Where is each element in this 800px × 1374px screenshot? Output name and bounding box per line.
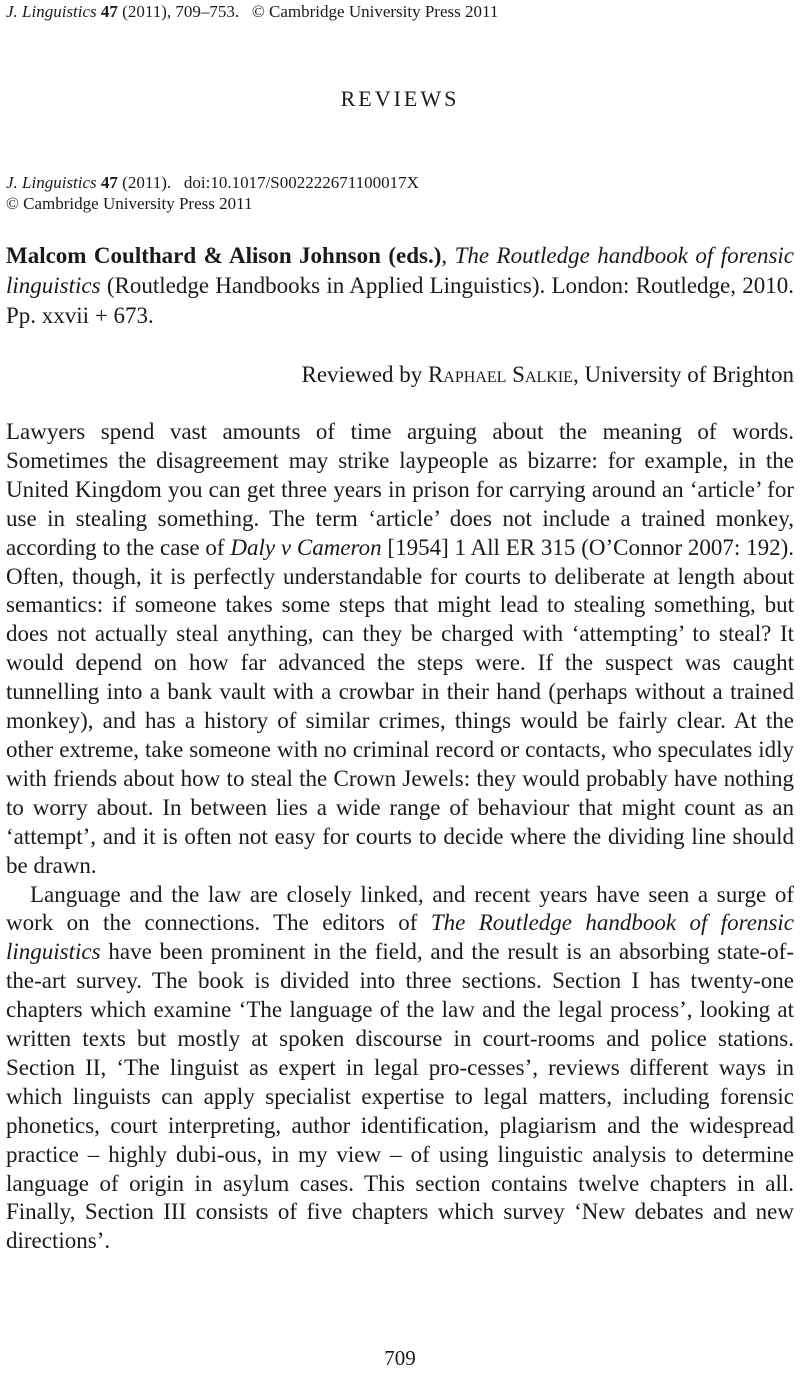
reviewer-line — [302, 362, 795, 388]
reviewer-affiliation: , University of Brighton — [572, 362, 794, 387]
reviewer-name: Raphael Salkie — [427, 362, 573, 387]
section-title: REVIEWS — [340, 86, 460, 111]
header-volume: 47 — [100, 2, 118, 21]
article-meta — [6, 172, 419, 214]
review-prefix: Reviewed by — [301, 362, 423, 387]
header-year-pages: (2011), 709–753. — [122, 2, 240, 21]
meta-journal: J. Linguistics — [6, 173, 97, 192]
running-header — [6, 2, 498, 22]
meta-year: (2011). — [122, 173, 172, 192]
page-number: 709 — [384, 1346, 416, 1370]
book-editors: Malcom Coulthard & Alison Johnson (eds.) — [6, 243, 442, 268]
meta-volume: 47 — [100, 173, 118, 192]
paragraph-2: Language and the law are closely linked, and recent years have seen a surge of work on the connections. The editors of The Routledge handbook of forensic linguistics have been prominent in the field, and the result is an absorbing state-of-the-art survey. The book is divided into three sections. Section I has twenty-one chapters which examine ‘The language of the law and the legal process’, looking at written texts but mostly at spoken discourse in court-rooms and police stations. Section II, ‘The linguist as expert in legal pro-cesses’, reviews different ways in which linguists can apply specialist expertise to legal matters, including forensic phonetics, court interpreting, author identification, plagiarism and the widespread practice – highly dubi-ous, in my view – of using linguistic analysis to determine language of origin in asylum cases. This section contains twelve chapters in all. Finally, Section III consists of five chapters which survey ‘New debates and new directions’. — [6, 881, 795, 1254]
book-citation: Malcom Coulthard & Alison Johnson (eds.), The Routledge handbook of forensic linguistics (Routledge Handbooks in Applied Linguistics). London: Routledge, 2010. Pp. xxvii + 673. — [6, 243, 795, 328]
book-series-publisher: (Routledge Handbooks in Applied Linguistics). London: Routledge, 2010. Pp. xxvii + 673. — [6, 273, 795, 328]
meta-doi: doi:10.1017/S002222671100017X — [183, 173, 419, 192]
meta-copyright: © Cambridge University Press 2011 — [6, 194, 253, 213]
paragraph-1: Lawyers spend vast amounts of time arguing about the meaning of words. Sometimes the disagreement may strike laypeople as bizarre: for example, in the United Kingdom you can get three years in prison for carrying around an ‘article’ for use in stealing something. The term ‘article’ does not include a trained monkey, according to the case of Daly v Cameron [1954] 1 All ER 315 (O’Connor 2007: 192). Often, though, it is perfectly understandable for courts to deliberate at length about semantics: if someone takes some steps that might lead to stealing something, but does not actually steal anything, can they be charged with ‘attempting’ to steal? It would depend on how far advanced the steps were. If the suspect was caught tunnelling into a bank vault with a crowbar in their hand (perhaps without a trained monkey), and has a history of similar crimes, things would be fairly clear. At the other extreme, take someone with no criminal record or contacts, who speculates idly with friends about how to steal the Crown Jewels: they would probably have nothing to worry about. In between lies a wide range of behaviour that might count as an ‘attempt’, and it is often not easy for courts to decide where the dividing line should be drawn. — [6, 419, 795, 878]
header-copyright: © Cambridge University Press 2011 — [251, 2, 499, 21]
case-name: Daly v Cameron — [230, 534, 382, 560]
header-journal: J. Linguistics — [6, 2, 97, 21]
review-body — [6, 418, 794, 1256]
book-title-inline: The Routledge handbook of forensic linguistics — [6, 910, 795, 965]
book-title: The Routledge handbook of forensic linguistics — [6, 243, 795, 298]
